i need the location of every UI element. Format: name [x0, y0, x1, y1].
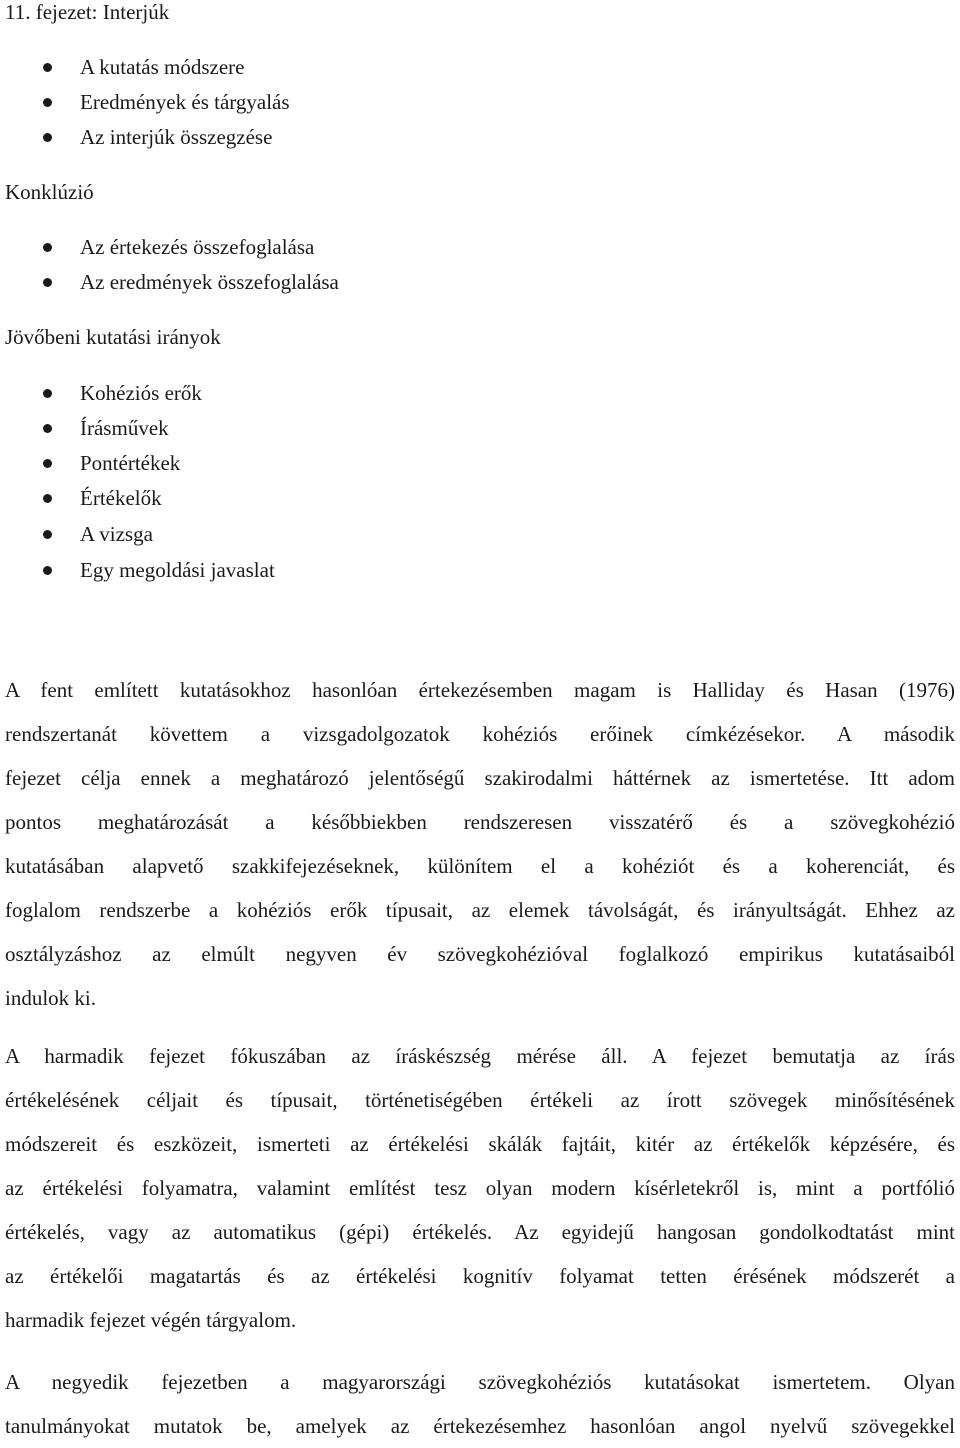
paragraph-line: indulok ki. [5, 986, 97, 1010]
bullet-icon [43, 98, 52, 107]
bullet-icon [43, 459, 52, 468]
body-paragraph [5, 1360, 955, 1448]
paragraph-line: harmadik fejezet végén tárgyalom. [5, 1308, 297, 1332]
paragraph-line: A harmadik fejezet fókuszában az íráskészség mérése áll. A fejezet bemutatja az írás [5, 1044, 955, 1068]
bullet-icon [43, 424, 52, 433]
bullet-icon [43, 63, 52, 72]
paragraph-line: az értékelői magatartás és az értékelési kognitív folyamat tetten érésének módszerét a [5, 1264, 955, 1288]
bullet-icon [43, 133, 52, 142]
body-paragraph [5, 1034, 955, 1342]
bullet-icon [43, 243, 52, 252]
paragraph-line: rendszertanát követtem a vizsgadolgozatok kohéziós erőinek címkézésekor. A második [5, 722, 955, 746]
paragraph-line: fejezet célja ennek a meghatározó jelentőségű szakirodalmi háttérnek az ismertetése. Itt adom [5, 766, 955, 790]
paragraph-line: A fent említett kutatásokhoz hasonlóan értekezésemben magam is Halliday és Hasan (1976) [5, 678, 955, 702]
paragraph-line: módszereit és eszközeit, ismerteti az értékelési skálák fajtáit, kitér az értékelők képzésére, és [5, 1132, 955, 1156]
section-heading-jovobeni: Jövőbeni kutatási irányok [5, 325, 221, 349]
paragraph-line: A negyedik fejezetben a magyarországi szövegkohéziós kutatásokat ismertetem. Olyan [5, 1370, 955, 1394]
chapter-heading: 11. fejezet: Interjúk [5, 0, 170, 24]
bullet-icon [43, 494, 52, 503]
paragraph-line: foglalom rendszerbe a kohéziós erők típusait, az elemek távolságát, és irányultságát. Ehhez az [5, 898, 955, 922]
bullet-icon [43, 530, 52, 539]
paragraph-line: tanulmányokat mutatok be, amelyek az értekezésemhez hasonlóan angol nyelvű szövegekkel [5, 1414, 955, 1438]
body-paragraph [5, 668, 955, 1020]
document-page: 11. fejezet: Interjúk A kutatás módszere Eredmények és tárgyalás Az interjúk összegzése Konklúzió Az értekezés összefoglalása Az eredmények összefoglalása Jövőbeni kutatási irányok Kohéziós erők Írásművek Pontértékek Értékelők A vizsga Egy megoldási javaslat A fent említett kutatásokhoz hasonlóan értekezésemben magam is Halliday és Hasan (1976) rendszertanát követtem a vizsgadolgozatok kohéziós erőinek címkézésekor. A második fejezet célja ennek a meghatározó jelentőségű szakirodalmi háttérnek az ismertetése. Itt adom pontos meghatározását a későbbiekben rendszeresen visszatérő és a szövegkohézió kutatásában alapvető szakkifejezéseknek, különítem el a kohéziót és a koherenciát, és foglalom rendszerbe a kohéziós erők típusait, az elemek távolságát, és irányultságát. Ehhez az osztályzáshoz az elmúlt negyven év szövegkohézióval foglalkozó empirikus kutatásaiból indulok ki. A harmadik fejezet fókuszában az íráskészség mérése áll. A fejezet bemutatja az írás értékelésének céljait és típusait, történetiségében értékeli az írott szövegek minősítésének módszereit és eszközeit, ismerteti az értékelési skálák fajtáit, kitér az értékelők képzésére, és az értékelési folyamatra, valamint említést tesz olyan modern kísérletekről is, mint a portfólió értékelés, vagy az automatikus (gépi) értékelés. Az egyidejű hangosan gondolkodtatást mint az értékelői magatartás és az értékelési kognitív folyamat tetten érésének módszerét a harmadik fejezet végén tárgyalom. A negyedik fejezetben a magyarországi szövegkohéziós kutatásokat ismertetem. Olyan tanulmányokat mutatok be, amelyek az értekezésemhez hasonlóan angol nyelvű szövegekkel [0, 0, 960, 1440]
paragraph-line: pontos meghatározását a későbbiekben rendszeresen visszatérő és a szövegkohézió [5, 810, 955, 834]
bullet-icon [43, 278, 52, 287]
paragraph-line: kutatásában alapvető szakkifejezéseknek, különítem el a kohéziót és a koherenciát, és [5, 854, 955, 878]
paragraph-line: osztályzáshoz az elmúlt negyven év szövegkohézióval foglalkozó empirikus kutatásaiból [5, 942, 955, 966]
section-heading-konkluzio: Konklúzió [5, 180, 94, 204]
bullet-icon [43, 566, 52, 575]
bullet-icon [43, 389, 52, 398]
paragraph-line: értékelés, vagy az automatikus (gépi) értékelés. Az egyidejű hangosan gondolkodtatást mint [5, 1220, 955, 1244]
paragraph-line: értékelésének céljait és típusait, történetiségében értékeli az írott szövegek minősítésének [5, 1088, 955, 1112]
paragraph-line: az értékelési folyamatra, valamint említést tesz olyan modern kísérletekről is, mint a portfólió [5, 1176, 955, 1200]
